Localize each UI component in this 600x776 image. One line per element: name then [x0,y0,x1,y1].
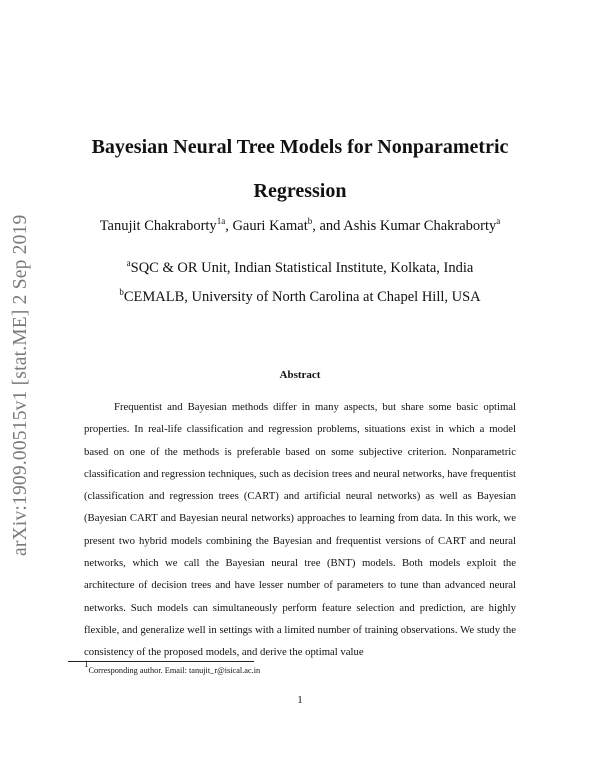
paper-title: Bayesian Neural Tree Models for Nonparametric Regression [91,136,509,202]
author-name: Tanujit Chakraborty [99,218,217,234]
affiliation-text: SQC & OR Unit, Indian Statistical Institute, Kolkata, India [130,260,474,276]
author-affiliation-mark: b [307,216,313,226]
author-separator: , [225,218,233,234]
abstract-text: Frequentist and Bayesian methods differ in many aspects, but share some basic optimal properties. In real-life classification and regression problems, situations exist in which a model based on one of the methods is preferable based on some subjective criterion. Nonparametric classification and regression techniques, such as decision trees and neural networks, have frequentist (classification and regression trees (CART) and artificial neural networks) as well as Bayesian (Bayesian CART and Bayesian neural networks) approaches to learning from data. In this work, we present two hybrid models combining the Bayesian and frequentist versions of CART and neural networks, which we call the Bayesian neural tree (BNT) models. Both models exploit the architecture of decision trees and have lesser number of parameters to tune than advanced neural networks. Such models can simultaneously perform feature selection and prediction, are highly flexible, and generalize well in settings with a limited number of training observations. We study the consistency of the proposed models, and derive the optimal value [84,401,516,659]
page-number: 1 [297,694,303,706]
footnote [84,659,261,675]
author-separator: , and [312,218,344,234]
affiliation [60,260,540,277]
affiliation-text: CEMALB, University of North Carolina at Chapel Hill, USA [123,289,481,305]
author-affiliation-mark: a [496,216,501,226]
footnote-mark: 1 [84,659,89,669]
author-list [60,218,540,235]
footnote-text: Corresponding author. Email: tanujit_r@isical.ac.in [88,666,261,675]
abstract-heading: Abstract [279,369,321,381]
affiliation-mark: a [126,258,131,268]
author-affiliation-mark: 1a [216,216,226,226]
affiliation-mark: b [119,287,124,297]
footnote-divider [68,661,254,662]
affiliation [60,289,540,306]
author-name: Ashis Kumar Chakraborty [343,218,497,234]
arxiv-identifier: arXiv:1909.00515v1 [stat.ME] 2 Sep 2019 [10,214,31,556]
author-name: Gauri Kamat [232,218,308,234]
